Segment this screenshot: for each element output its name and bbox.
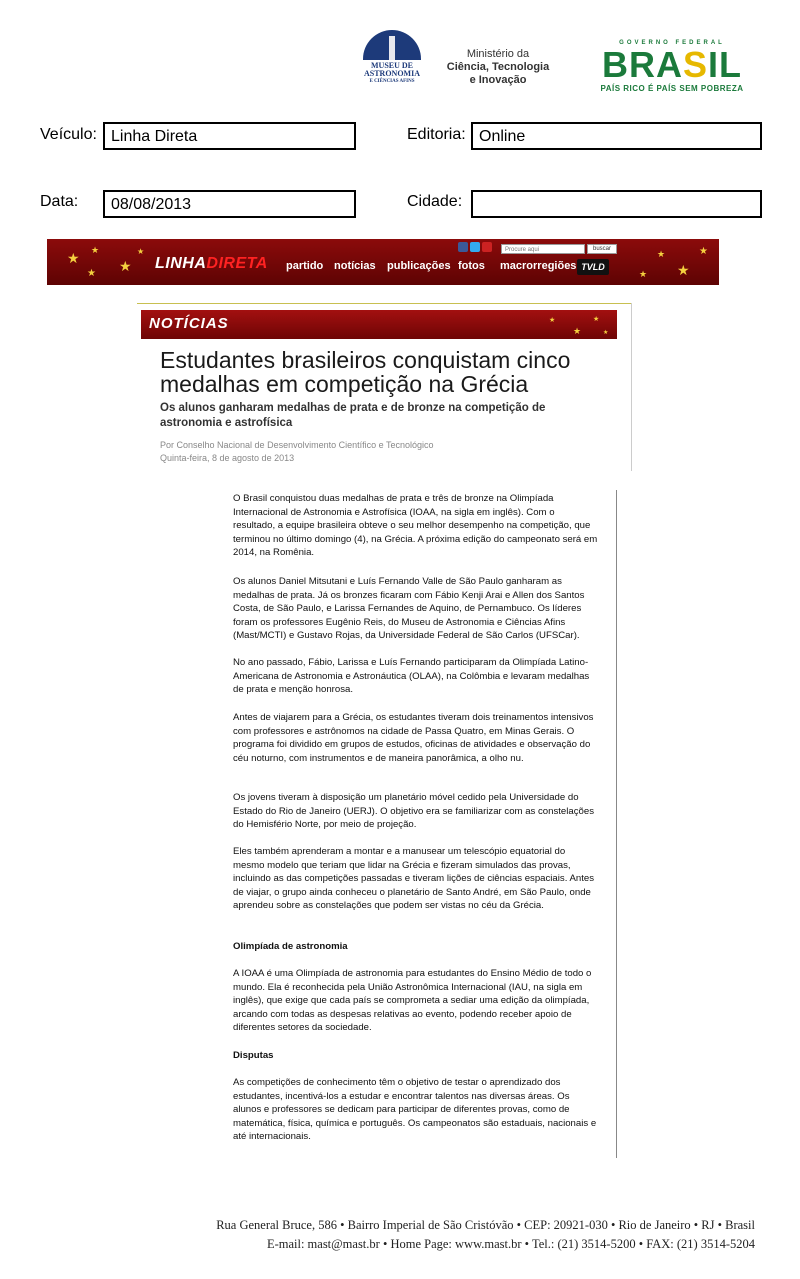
brasil-wordmark: BRASIL [601, 44, 742, 85]
site-banner [47, 239, 719, 285]
facebook-icon[interactable] [458, 242, 468, 252]
article-byline [160, 439, 600, 465]
article-paragraph: Eles também aprenderam a montar e a manusear um telescópio equatorial do mesmo modelo que teriam que lidar na Grécia e fizeram simulados das provas, incluindo as das competições passadas e tiveram lições de ciências espaciais. Antes de viajar, o grupo ainda conheceu o planetário de Santo André, em São Paulo, onde aprendeu sobre as constelações que podem ser vistas no céu da Grécia. [233, 846, 595, 912]
section-heading-disputas: Disputas [233, 1050, 274, 1061]
article-paragraph: Os jovens tiveram à disposição um planetário móvel cedido pela Universidade do Estado do Rio de Janeiro (UERJ). O objetivo era se familiarizar com as constelações do Hemisfério Norte, por meio de projeção. [233, 792, 594, 831]
linha-direta-logo[interactable]: LINHADIRETA [155, 255, 268, 272]
article-paragraph: Os alunos Daniel Mitsutani e Luís Fernando Valle de São Paulo ganharam as medalhas de prata. Já os bronzes ficaram com Fábio Kenji Arai e Allen dos Santos Costa, de São Paulo, e Larissa Fernandes de Aquino, de Pernambuco. Os líderes foram os professores Eugênio Reis, do Museu de Astronomia e Ciências Afins (Mast/MCTI) e Gustavo Rojas, da Universidade Federal de São Carlos (UFSCar). [233, 576, 585, 642]
veiculo-label: Veículo: [40, 126, 97, 143]
star-icon: ★ [699, 246, 708, 257]
cidade-label: Cidade: [407, 193, 463, 210]
search-input[interactable]: Procure aqui [501, 244, 585, 254]
footer-line-contact: E-mail: mast@mast.br • Home Page: www.mast.br • Tel.: (21) 3514-5200 • FAX: (21) 3514-5204 [266, 1237, 755, 1251]
star-icon: ★ [677, 262, 690, 278]
article-paragraph: As competições de conhecimento têm o objetivo de testar o aprendizado dos estudantes, incentivá-los a estudar e encontrar talentos nas diversas áreas. Os alunos e professores se dedicam para participar de diferentes provas, como de matemática, física, química e português. Os campeonatos são estaduais, nacionais e até internacionais. [233, 1077, 597, 1143]
youtube-icon[interactable] [482, 242, 492, 252]
star-icon: ★ [87, 268, 96, 279]
divider [137, 303, 631, 304]
nav-item-noticias[interactable]: notícias [334, 260, 376, 272]
veiculo-field[interactable]: Linha Direta [103, 122, 356, 150]
article-subtitle: Os alunos ganharam medalhas de prata e de bronze na competição de astronomia e astrofísica [160, 402, 546, 429]
museu-astronomia-logo [360, 30, 424, 94]
star-icon: ★ [593, 316, 600, 323]
section-title: NOTÍCIAS [149, 315, 229, 332]
article-paragraph: A IOAA é uma Olimpíada de astronomia para estudantes do Ensino Médio de todo o mundo. Ela é reconhecida pela União Astronômica Internacional (IAU, na sigla em inglês), que exige que cada país se comprometa a sediar uma edição da olimpíada, arcando com todas as despesas relativas ao evento, podendo receber apoio de diferentes setores da sociedade. [233, 968, 592, 1034]
cidade-field[interactable] [471, 190, 762, 218]
article-paragraph: No ano passado, Fábio, Larissa e Luís Fernando participaram da Olimpíada Latino-Americana de Astronomia e Astronáutica (OLAA), na Colômbia e levaram medalhas de prata e menção honrosa. [233, 657, 590, 696]
footer-address [150, 1216, 755, 1254]
article-paragraph: O Brasil conquistou duas medalhas de prata e três de bronze na Olimpíada Internacional de Astronomia e Astrofísica (IOAA, na sigla em inglês). Com o resultado, a equipe brasileira obteve o seu melhor desempenho na competição, que terminou no último domingo (4), na Grécia. A próxima edição do campeonato será em 2014, na Romênia. [233, 493, 598, 559]
star-icon: ★ [119, 258, 132, 274]
nav-item-publicacoes[interactable]: publicações [387, 260, 451, 272]
star-icon: ★ [137, 247, 145, 256]
section-bar [141, 310, 617, 339]
twitter-icon[interactable] [470, 242, 480, 252]
star-icon: ★ [67, 250, 80, 266]
observatory-dome-icon [363, 30, 421, 60]
museu-logo-text: MUSEU DE ASTRONOMIA E CIÊNCIAS AFINS [363, 61, 420, 84]
editoria-field[interactable]: Online [471, 122, 762, 150]
governo-federal-brasil-logo: GOVERNO FEDERAL BRASIL PAÍS RICO É PAÍS SEM POBREZA [586, 40, 758, 93]
nav-item-partido[interactable]: partido [286, 260, 324, 272]
star-icon: ★ [573, 326, 582, 336]
nav-item-fotos[interactable]: fotos [458, 260, 485, 272]
search-button[interactable]: buscar [587, 244, 617, 254]
article-author: Por Conselho Nacional de Desenvolvimento Científico e Tecnológico [160, 440, 434, 450]
section-heading-olimpiada: Olimpíada de astronomia [233, 941, 348, 952]
article-paragraph: Antes de viajarem para a Grécia, os estudantes tiveram dois treinamentos intensivos com professores e astrônomos na cidade de Passa Quatro, em Minas Gerais. O programa foi dividido em grupos de estudos, oficinas de atividades e observação do céu noturno, com instrumentos e de maneira panorâmica, a olho nu. [233, 712, 594, 764]
star-icon: ★ [549, 317, 556, 324]
data-label: Data: [40, 193, 79, 210]
footer-line-address: Rua General Bruce, 586 • Bairro Imperial de São Cristóvão • CEP: 20921-030 • Rio de Janeiro • RJ • Brasil [216, 1218, 755, 1232]
star-icon: ★ [91, 245, 100, 255]
star-icon: ★ [639, 269, 648, 279]
article-date: Quinta-feira, 8 de agosto de 2013 [160, 453, 295, 463]
ministerio-logo: Ministério da Ciência, Tecnologia e Inovação [446, 48, 550, 86]
editoria-label: Editoria: [407, 126, 466, 143]
star-icon: ★ [603, 330, 609, 336]
nav-item-macrorregioes[interactable]: macrorregiões [500, 260, 577, 272]
star-icon: ★ [657, 249, 666, 259]
data-field[interactable]: 08/08/2013 [103, 190, 356, 218]
tv-ld-badge[interactable]: TVLD [577, 259, 609, 275]
article-title: Estudantes brasileiros conquistam cinco medalhas em competição na Grécia [160, 347, 571, 397]
